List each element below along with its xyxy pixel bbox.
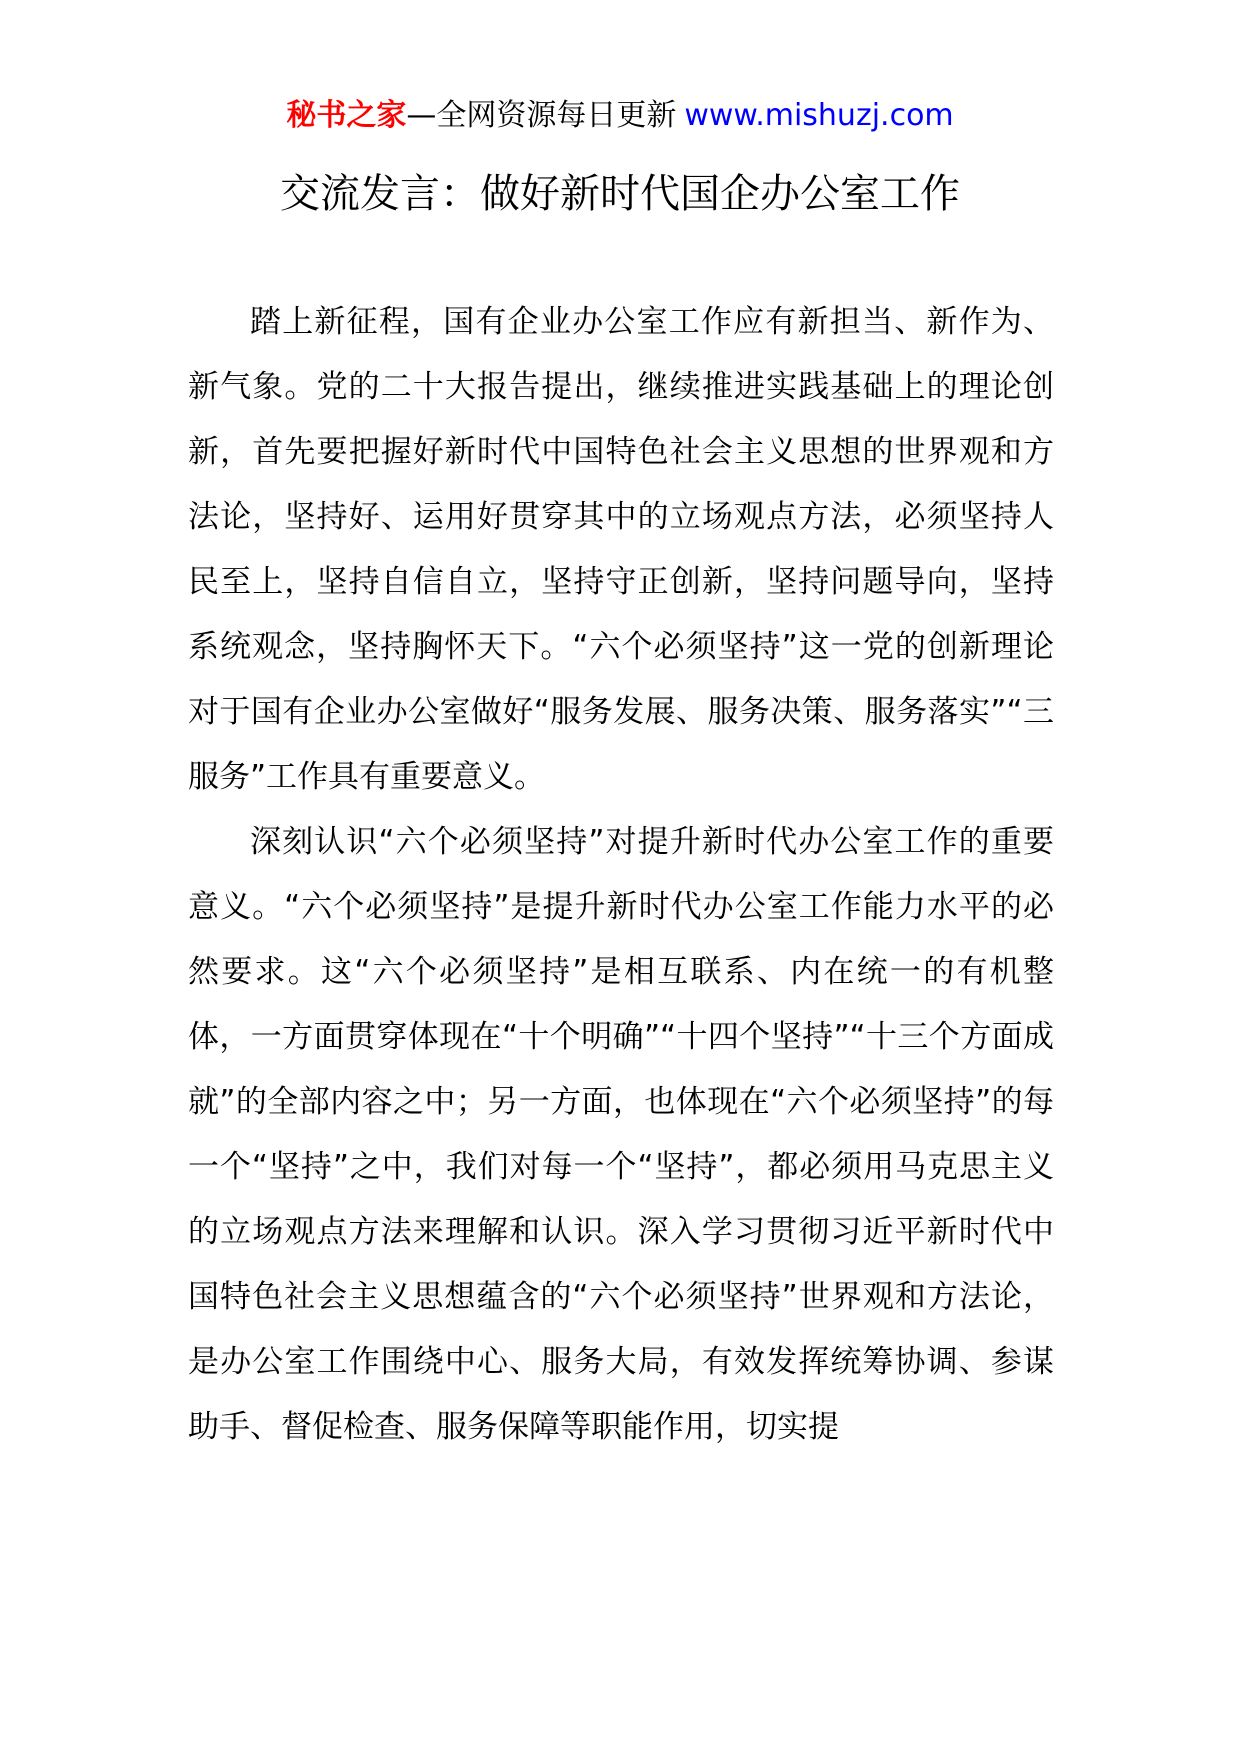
document-title: 交流发言：做好新时代国企办公室工作 [280,171,960,217]
document-body [188,290,1054,1460]
brand-name: 秘书之家 [286,98,407,133]
header-tagline: —全网资源每日更新 [406,98,677,133]
site-url-link[interactable]: www.mishuzj.com [684,98,954,133]
site-header [0,96,1240,136]
paragraph-1: 踏上新征程，国有企业办公室工作应有新担当、新作为、新气象。党的二十大报告提出，继续推进实践基础上的理论创新，首先要把握好新时代中国特色社会主义思想的世界观和方法论，坚持好、运用好贯穿其中的立场观点方法，必须坚持人民至上，坚持自信自立，坚持守正创新，坚持问题导向，坚持系统观念，坚持胸怀天下。“六个必须坚持”这一党的创新理论对于国有企业办公室做好“服务发展、服务决策、服务落实”“三服务”工作具有重要意义。 [188,304,1054,795]
paragraph-2: 深刻认识“六个必须坚持”对提升新时代办公室工作的重要意义。“六个必须坚持”是提升新时代办公室工作能力水平的必然要求。这“六个必须坚持”是相互联系、内在统一的有机整体，一方面贯穿体现在“十个明确”“十四个坚持”“十三个方面成就”的全部内容之中；另一方面，也体现在“六个必须坚持”的每一个“坚持”之中，我们对每一个“坚持”，都必须用马克思主义的立场观点方法来理解和认识。深入学习贯彻习近平新时代中国特色社会主义思想蕴含的“六个必须坚持”世界观和方法论，是办公室工作围绕中心、服务大局，有效发挥统筹协调、参谋助手、督促检查、服务保障等职能作用，切实提 [188,824,1054,1445]
